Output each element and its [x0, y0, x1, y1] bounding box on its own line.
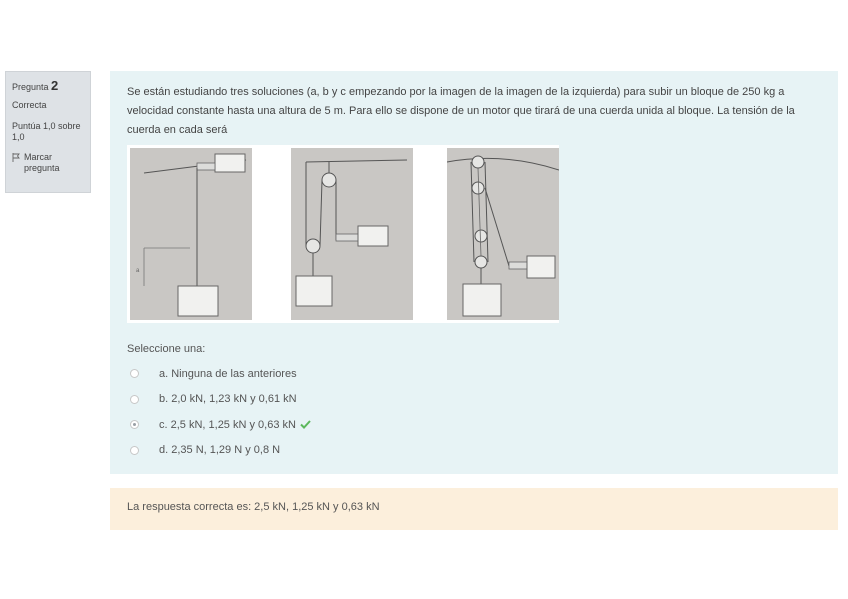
question-figures: [127, 145, 559, 323]
radio-button-selected[interactable]: [130, 420, 139, 429]
answer-option-b[interactable]: [130, 387, 311, 413]
flag-icon: [12, 153, 21, 162]
answer-label: a. Ninguna de las anteriores: [159, 367, 297, 380]
answer-option-c[interactable]: [130, 412, 311, 438]
question-number-value: 2: [51, 78, 59, 93]
answer-label: d. 2,35 N, 1,29 N y 0,8 N: [159, 444, 281, 457]
question-state: Correcta: [12, 100, 47, 111]
question-info-panel: [5, 71, 91, 193]
radio-button[interactable]: [130, 446, 139, 455]
answer-option-a[interactable]: [130, 361, 311, 387]
question-content: [110, 71, 838, 474]
svg-text:a: a: [136, 268, 140, 274]
question-number: [12, 78, 84, 94]
flag-label: Marcar pregunta: [24, 152, 60, 174]
figure-b: [291, 148, 413, 320]
question-text: Se están estudiando tres soluciones (a, b y c empezando por la imagen de la imagen de la izquierda) para subir un bloque de 250 kg a velocidad constante hasta una altura de 5 m. Para ello se dispone de un motor que tirará de una cuerda unida al bloque. La tensión de la cuerda en cada será: [127, 86, 795, 136]
figure-c: [447, 148, 559, 320]
answer-option-d[interactable]: [130, 438, 311, 464]
feedback-text: La respuesta correcta es: 2,5 kN, 1,25 kN y 0,63 kN: [127, 501, 380, 513]
flag-question-link[interactable]: [12, 152, 84, 175]
answer-label: c. 2,5 kN, 1,25 kN y 0,63 kN: [159, 418, 296, 431]
answer-list: [130, 361, 311, 463]
answer-label: b. 2,0 kN, 1,23 kN y 0,61 kN: [159, 393, 297, 406]
question-grade: Puntúa 1,0 sobre 1,0: [12, 120, 81, 142]
correct-answer-feedback: [110, 488, 838, 530]
question-label: Pregunta: [12, 82, 49, 92]
radio-button[interactable]: [130, 395, 139, 404]
radio-button[interactable]: [130, 369, 139, 378]
figure-a: [130, 148, 252, 320]
select-prompt: Seleccione una:: [127, 343, 206, 355]
check-icon: [300, 420, 311, 429]
